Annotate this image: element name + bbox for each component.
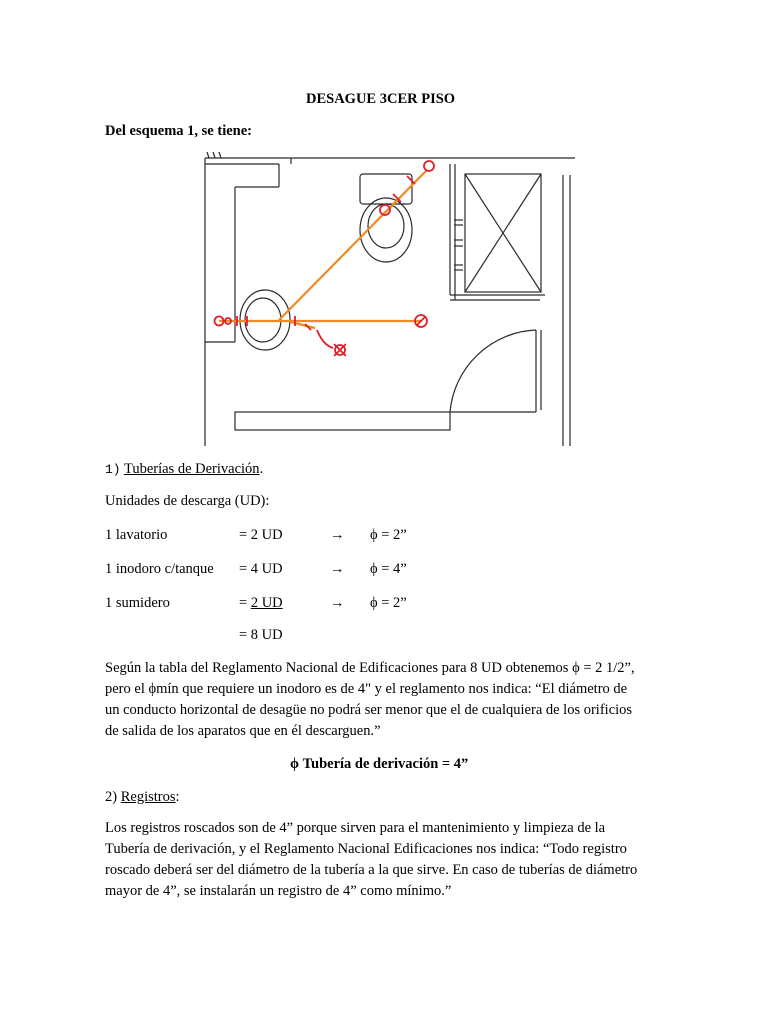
section1-title: Tuberías de Derivación xyxy=(123,461,260,477)
section2-number: 2) xyxy=(105,789,121,805)
derivation-pipe-result: ϕ Tubería de derivación = 4” xyxy=(290,756,469,772)
floor-drain-trap xyxy=(317,330,333,348)
paragraph1-line-2: pero el ϕmín que requiere un inodoro es de 4" y el reglamento nos indica: “El diámetro de xyxy=(105,681,628,697)
section1-number: 1) xyxy=(105,462,121,477)
paragraph1-line-3: un conducto horizontal de desagüe no podrá ser menor que el de cualquiera de los orificios xyxy=(105,702,633,718)
row-toilet-arrow: → xyxy=(330,561,345,577)
row-lavatory-item: 1 lavatorio xyxy=(105,527,168,543)
intro-text: Del esquema 1, se tiene: xyxy=(105,123,252,139)
row-lavatory-ud: = 2 UD xyxy=(239,527,283,543)
paragraph1-line-4: de salida de los aparatos que en él descarguen.” xyxy=(105,723,381,739)
paragraph2-line-4: mayor de 4”, se instalarán un registro de 4” como mínimo.” xyxy=(105,883,452,899)
section1-heading xyxy=(105,461,263,478)
row-drain-ud xyxy=(239,595,283,612)
discharge-units-heading: Unidades de descarga (UD): xyxy=(105,493,270,509)
row-lavatory-diam: ϕ = 2” xyxy=(370,527,407,543)
section2-title: Registros xyxy=(120,789,176,805)
section1-suffix: . xyxy=(259,461,264,477)
paragraph1-line-1: Según la tabla del Reglamento Nacional de Edificaciones para 8 UD obtenemos ϕ = 2 1/2”, xyxy=(105,660,635,676)
paragraph2-line-3: roscado deberá ser del diámetro de la tubería a la que sirve. En caso de tuberías de diámetro xyxy=(105,862,638,878)
fixture-markers xyxy=(215,161,435,356)
row-drain-item: 1 sumidero xyxy=(105,595,170,611)
row-toilet-ud: = 4 UD xyxy=(239,561,283,577)
paragraph2-line-2: Tubería de derivación, y el Reglamento Nacional Edificaciones nos indica: “Todo registro xyxy=(105,841,627,857)
row-lavatory-arrow: → xyxy=(330,527,345,543)
bathroom-drainage-diagram xyxy=(195,150,580,446)
row-drain-diam: ϕ = 2” xyxy=(370,595,407,611)
row-drain-ud-prefix: = xyxy=(239,595,251,611)
row-toilet-diam: ϕ = 4” xyxy=(370,561,407,577)
floor-plan-walls xyxy=(205,152,575,446)
section2-heading xyxy=(105,789,180,806)
row-toilet-item: 1 inodoro c/tanque xyxy=(105,561,214,577)
diagonal-pipe xyxy=(279,170,427,320)
section2-suffix: : xyxy=(175,789,180,805)
page-title: DESAGUE 3CER PISO xyxy=(306,91,456,107)
row-drain-arrow: → xyxy=(330,595,345,611)
total-ud: = 8 UD xyxy=(239,627,283,643)
row-drain-ud-value: 2 UD xyxy=(250,595,283,611)
paragraph2-line-1: Los registros roscados son de 4” porque sirven para el mantenimiento y limpieza de la xyxy=(105,820,606,836)
threaded-register-top-marker xyxy=(424,161,434,171)
